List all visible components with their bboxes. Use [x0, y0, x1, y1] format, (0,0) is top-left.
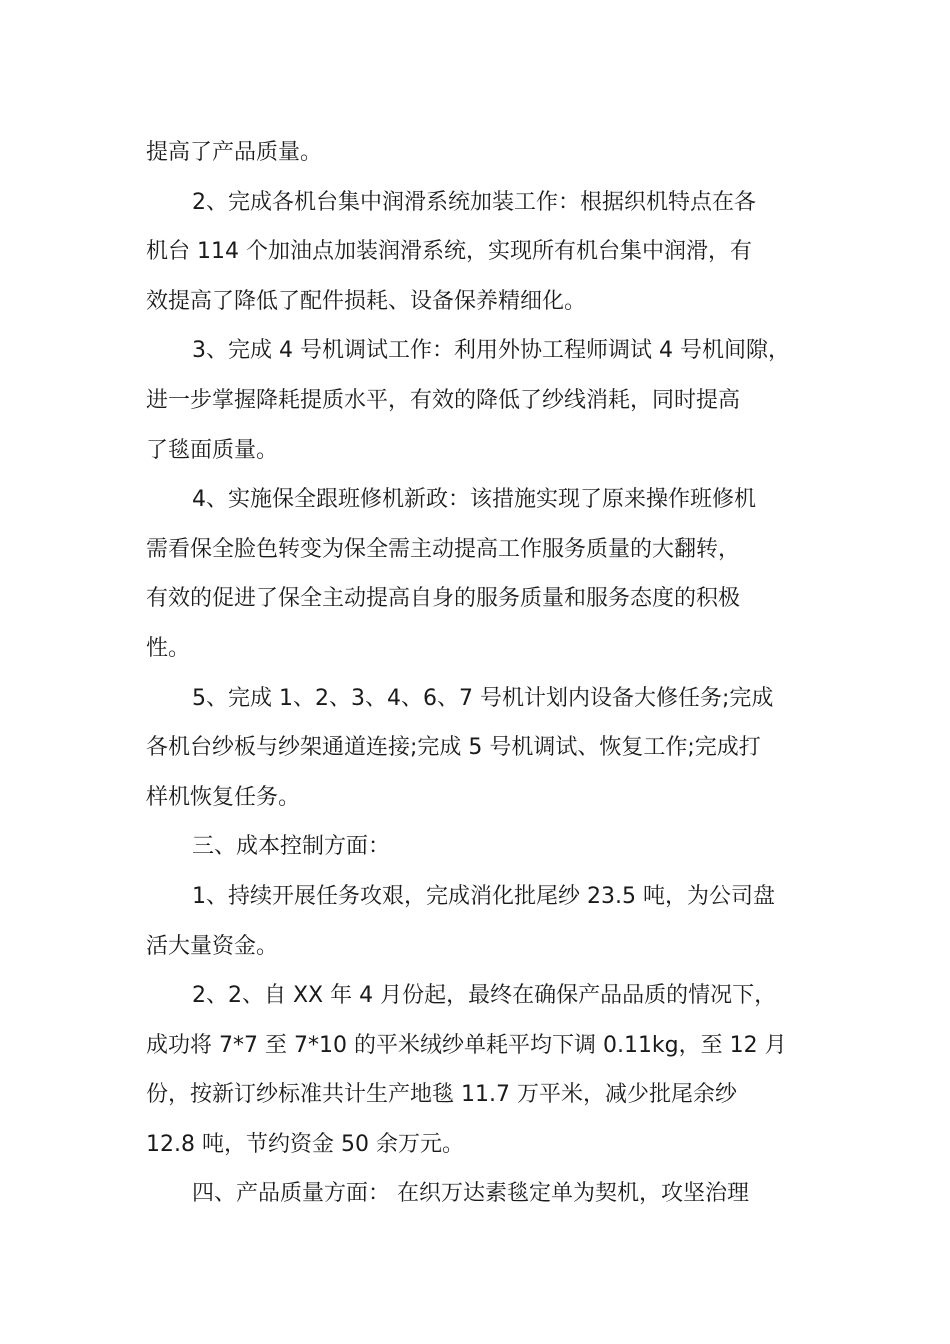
text-line: 性。: [146, 635, 191, 661]
section-heading: 三、成本控制方面：: [192, 834, 391, 860]
text-line: 效提高了降低了配件损耗、设备保养精细化。: [146, 288, 587, 314]
text-line: 5、完成 1、2、3、4、6、7 号机计划内设备大修任务;完成: [192, 685, 774, 711]
text-line: 2、2、自 XX 年 4 月份起，最终在确保产品品质的情况下，: [192, 983, 777, 1009]
text-line: 份，按新订纱标准共计生产地毯 11.7 万平米，减少批尾余纱: [146, 1082, 737, 1108]
text-line: 样机恢复任务。: [146, 784, 301, 810]
text-line: 12.8 吨，节约资金 50 余万元。: [146, 1131, 464, 1157]
text-line: 2、完成各机台集中润滑系统加装工作：根据织机特点在各: [192, 189, 756, 215]
text-line: 了毯面质量。: [146, 437, 279, 463]
section-heading: 四、产品质量方面： 在织万达素毯定单为契机，攻坚治理: [192, 1181, 749, 1207]
text-line: 各机台纱板与纱架通道连接;完成 5 号机调试、恢复工作;完成打: [146, 735, 761, 761]
text-line: 活大量资金。: [146, 933, 279, 959]
text-line: 机台 114 个加油点加装润滑系统，实现所有机台集中润滑，有: [146, 239, 752, 265]
text-line: 4、实施保全跟班修机新政：该措施实现了原来操作班修机: [192, 487, 756, 513]
text-line: 成功将 7*7 至 7*10 的平米绒纱单耗平均下调 0.11kg，至 12 月: [146, 1032, 787, 1058]
text-line: 进一步掌握降耗提质水平，有效的降低了纱线消耗，同时提高: [146, 387, 741, 413]
text-line: 提高了产品质量。: [146, 140, 323, 165]
text-line: 1、持续开展任务攻艰，完成消化批尾纱 23.5 吨，为公司盘: [192, 883, 775, 909]
document-body: [146, 128, 810, 1219]
text-line: 有效的促进了保全主动提高自身的服务质量和服务态度的积极: [146, 586, 741, 612]
text-line: 3、完成 4 号机调试工作：利用外协工程师调试 4 号机间隙，: [192, 338, 790, 364]
text-line: 需看保全脸色转变为保全需主动提高工作服务质量的大翻转，: [146, 536, 741, 562]
